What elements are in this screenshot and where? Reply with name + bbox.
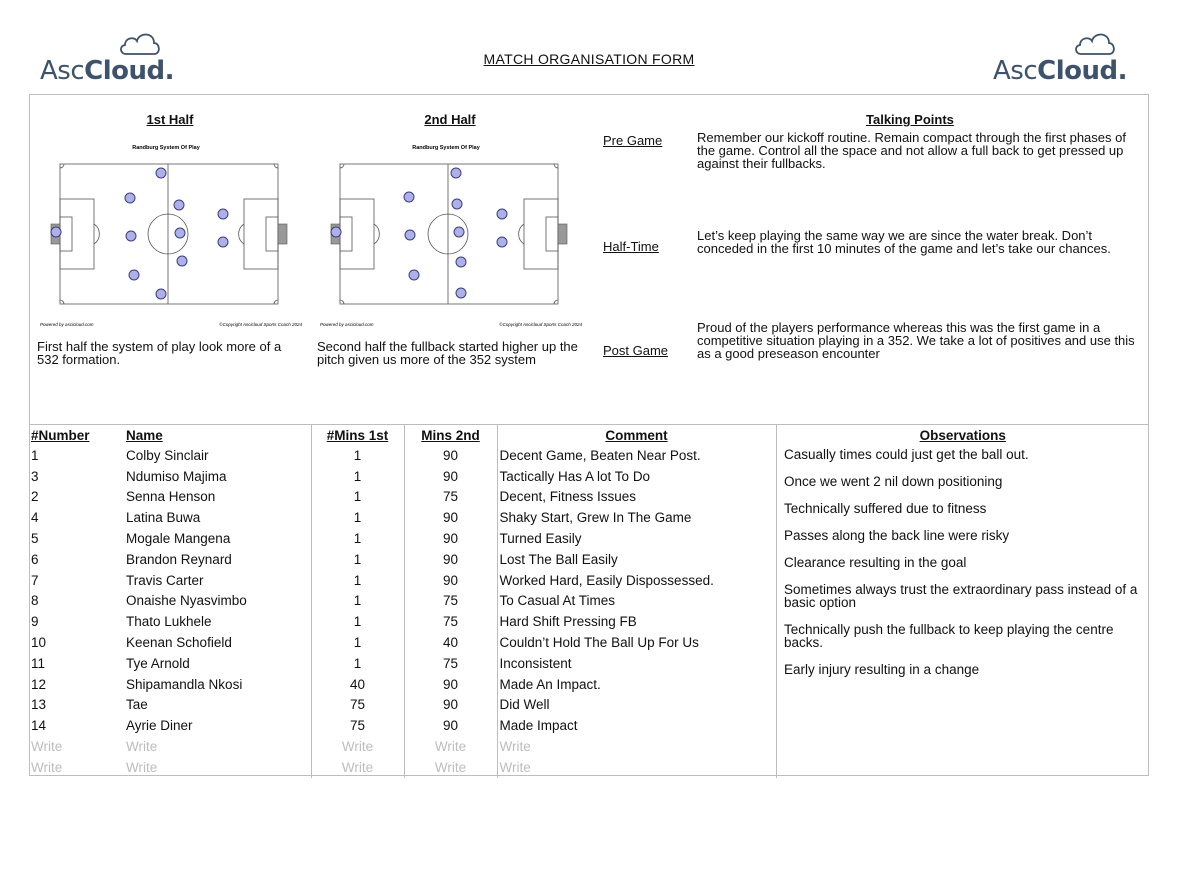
observation-item: Sometimes always trust the extraordinary pass instead of a basic option: [784, 582, 1138, 610]
cell-comment: Made An Impact.: [497, 674, 776, 695]
cell-mins-first: 1: [311, 549, 404, 570]
header-mins-first: #Mins 1st: [311, 425, 404, 446]
observation-item: Technically suffered due to fitness: [784, 501, 987, 516]
cell-name: Keenan Schofield: [126, 635, 232, 651]
player-marker: [51, 227, 61, 237]
cell-name: Ndumiso Majima: [126, 468, 227, 484]
header-number: #Number: [29, 425, 124, 446]
pitch-system-title: Randburg System Of Play: [412, 145, 480, 151]
cell-mins-second: 90: [404, 674, 497, 695]
cell-mins-first: 75: [311, 715, 404, 736]
cell-mins-second: 75: [404, 653, 497, 674]
cell-name: Tae: [126, 697, 148, 713]
table-row: [29, 715, 1149, 736]
cell-name: Latina Buwa: [126, 510, 201, 526]
half-time-label: Half-Time: [603, 239, 659, 254]
cell-mins-second: 75: [404, 591, 497, 612]
cell-number: 10: [31, 635, 47, 651]
cell-number: 12: [31, 676, 47, 692]
cell-number[interactable]: Write: [31, 739, 63, 755]
cell-mins-second: 40: [404, 632, 497, 653]
player-marker: [218, 209, 228, 219]
cell-number: 4: [31, 510, 39, 526]
cell-mins-second: 90: [404, 570, 497, 591]
cell-comment: Did Well: [497, 695, 776, 716]
player-marker: [126, 231, 136, 241]
cell-comment: Hard Shift Pressing FB: [497, 611, 776, 632]
cell-number: 11: [31, 655, 46, 671]
cell-mins-second: 90: [404, 715, 497, 736]
cell-number: 6: [31, 551, 39, 567]
cell-mins-second: 90: [404, 445, 497, 466]
observation-item: Once we went 2 nil down positioning: [784, 474, 1003, 489]
observation-item: Early injury resulting in a change: [784, 662, 980, 677]
talking-points-heading: Talking Points: [866, 112, 954, 127]
cell-mins-first: 1: [311, 611, 404, 632]
right-goal: [278, 224, 287, 244]
player-marker: [452, 199, 462, 209]
pitch-footer-right: ©Copyright Ascicloud Sports Coach 2024: [499, 322, 582, 327]
player-marker: [218, 237, 228, 247]
observation-item: Clearance resulting in the goal: [784, 555, 967, 570]
player-markers: [331, 168, 507, 298]
cell-mins-first: 1: [311, 570, 404, 591]
cell-mins-second: 75: [404, 487, 497, 508]
pitch-footer-left: Powered by ascicloud.com: [40, 322, 94, 327]
first-half-pitch: [38, 140, 304, 337]
cell-number: 2: [31, 489, 39, 505]
cell-mins-first: 1: [311, 466, 404, 487]
cell-name: Thato Lukhele: [126, 614, 212, 630]
pitch-markings: [340, 164, 558, 304]
form-title: MATCH ORGANISATION FORM: [483, 51, 695, 67]
cell-name: Brandon Reynard: [126, 551, 232, 567]
cell-mins-first[interactable]: Write: [311, 736, 404, 757]
observations-cell: [776, 715, 1149, 736]
cell-name: Shipamandla Nkosi: [126, 676, 243, 692]
cell-mins-first: 40: [311, 674, 404, 695]
pitch-footer-left: Powered by ascicloud.com: [320, 322, 374, 327]
post-game-text: Proud of the players performance whereas this was the first game in a competitive situation playing in a 352. We take a lot of positives and use this as a good preseason encounter: [697, 320, 1135, 361]
cell-name: Ayrie Diner: [126, 718, 193, 734]
player-marker: [405, 230, 415, 240]
header-comment: Comment: [497, 425, 776, 446]
observation-item: Passes along the back line were risky: [784, 528, 1010, 543]
observation-item: Casually times could just get the ball out.: [784, 447, 1029, 462]
player-marker: [454, 227, 464, 237]
cell-mins-second[interactable]: Write: [404, 757, 497, 778]
cell-mins-first: 1: [311, 445, 404, 466]
logo-wordmark: AscCloud.: [993, 56, 1128, 86]
cell-comment: To Casual At Times: [497, 591, 776, 612]
cell-mins-second: 90: [404, 507, 497, 528]
cell-comment: Couldn’t Hold The Ball Up For Us: [497, 632, 776, 653]
player-marker: [174, 200, 184, 210]
pre-game-label: Pre Game: [603, 133, 663, 148]
player-marker: [409, 270, 419, 280]
cell-name: Mogale Mangena: [126, 531, 231, 547]
cell-comment: Decent Game, Beaten Near Post.: [497, 445, 776, 466]
cell-comment: Tactically Has A lot To Do: [497, 466, 776, 487]
table-row: [29, 695, 1149, 716]
pre-game-text: Remember our kickoff routine. Remain compact through the first phases of the game. Control all the space and not allow a full back to get pressed up against their fullbacks.: [697, 130, 1126, 171]
cell-name[interactable]: Write: [126, 739, 158, 755]
player-marker: [497, 209, 507, 219]
observations-cell: [776, 757, 1149, 778]
player-marker: [129, 270, 139, 280]
observations-cell: [776, 736, 1149, 757]
player-markers: [51, 168, 228, 299]
cell-mins-second: 90: [404, 695, 497, 716]
observations-cell: [776, 695, 1149, 716]
cell-number: 7: [31, 572, 39, 588]
player-marker: [404, 192, 414, 202]
cell-mins-first: 1: [311, 507, 404, 528]
cell-comment: Shaky Start, Grew In The Game: [497, 507, 776, 528]
player-marker: [156, 289, 166, 299]
cell-name: Onaishe Nyasvimbo: [126, 593, 247, 609]
post-game-label: Post Game: [603, 343, 669, 358]
cell-number: 1: [31, 447, 39, 463]
first-half-title: 1st Half: [146, 112, 194, 127]
cell-mins-first: 1: [311, 653, 404, 674]
table-header-row: [29, 425, 1149, 446]
cell-comment: Turned Easily: [497, 528, 776, 549]
cell-comment: Decent, Fitness Issues: [497, 487, 776, 508]
cell-mins-first: 1: [311, 528, 404, 549]
player-marker: [175, 228, 185, 238]
cell-number: 8: [31, 593, 39, 609]
second-half-title: 2nd Half: [424, 112, 476, 127]
cell-name[interactable]: Write: [126, 759, 158, 775]
cell-number: 5: [31, 531, 39, 547]
second-half-caption: Second half the fullback started higher up the pitch given us more of the 352 system: [317, 339, 578, 367]
cell-mins-first: 1: [311, 487, 404, 508]
player-marker: [177, 256, 187, 266]
cell-mins-second: 90: [404, 528, 497, 549]
pitch-system-title: Randburg System Of Play: [132, 145, 200, 151]
pitch-markings: [60, 164, 278, 304]
cell-comment: Worked Hard, Easily Dispossessed.: [497, 570, 776, 591]
cell-number: 9: [31, 614, 39, 630]
player-marker: [125, 193, 135, 203]
player-marker: [156, 168, 166, 178]
cell-mins-first: 1: [311, 632, 404, 653]
player-marker: [456, 257, 466, 267]
cell-mins-second: 90: [404, 466, 497, 487]
cell-mins-first[interactable]: Write: [311, 757, 404, 778]
logo-wordmark: AscCloud.: [40, 56, 175, 86]
cell-mins-second: 75: [404, 611, 497, 632]
header-observations: Observations: [776, 425, 1149, 446]
cell-name: Tye Arnold: [126, 655, 190, 671]
cell-comment[interactable]: Write: [497, 736, 776, 757]
right-goal: [558, 224, 567, 244]
half-time-text: Let’s keep playing the same way we are since the water break. Don’t conceded in the first 10 minutes of the game and let’s take our chances.: [697, 228, 1111, 256]
cell-number: 14: [31, 718, 47, 734]
observation-item: Technically push the fullback to keep playing the centre backs.: [784, 622, 1114, 650]
cell-mins-second: 90: [404, 549, 497, 570]
player-marker: [456, 288, 466, 298]
pitch-footer-right: ©Copyright Ascicloud Sports Coach 2024: [219, 322, 302, 327]
cell-name: Travis Carter: [126, 572, 204, 588]
header-name: Name: [124, 425, 311, 446]
cell-comment: Made Impact: [497, 715, 776, 736]
cell-comment: Lost The Ball Easily: [497, 549, 776, 570]
cell-comment[interactable]: Write: [497, 757, 776, 778]
cell-mins-first: 1: [311, 591, 404, 612]
second-half-pitch: [318, 140, 584, 337]
observations-list: [784, 448, 1144, 690]
cell-comment: Inconsistent: [497, 653, 776, 674]
cell-number: 13: [31, 697, 47, 713]
player-marker: [497, 237, 507, 247]
placeholder-row[interactable]: [29, 757, 1149, 778]
cell-name: Senna Henson: [126, 489, 216, 505]
header-mins-second: Mins 2nd: [404, 425, 497, 446]
placeholder-row[interactable]: [29, 736, 1149, 757]
player-marker: [331, 227, 341, 237]
cell-mins-first: 75: [311, 695, 404, 716]
player-marker: [451, 168, 461, 178]
first-half-caption: First half the system of play look more of a 532 formation.: [37, 339, 282, 367]
cell-number: 3: [31, 468, 39, 484]
cell-number[interactable]: Write: [31, 759, 63, 775]
cell-name: Colby Sinclair: [126, 447, 209, 463]
cell-mins-second[interactable]: Write: [404, 736, 497, 757]
